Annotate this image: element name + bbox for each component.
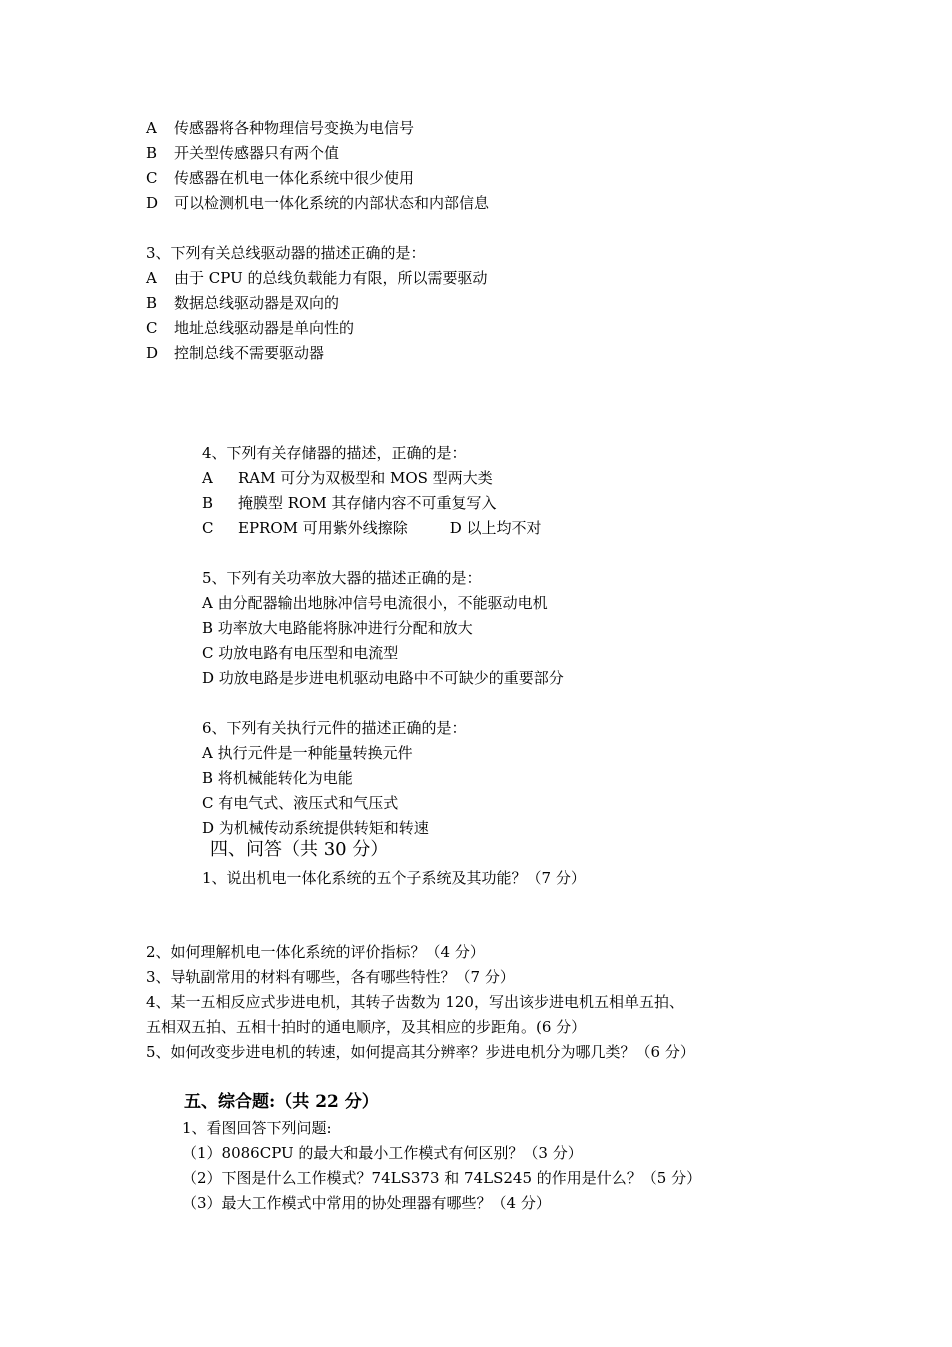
section-5-item-2: （2）下图是什么工作模式？74LS373 和 74LS245 的作用是什么？（5 分） <box>182 1169 702 1187</box>
q3-option-a <box>146 268 488 288</box>
option-label: A <box>146 119 157 137</box>
option-a <box>146 118 414 138</box>
section-5-item-1: （1）8086CPU 的最大和最小工作模式有何区别？（3 分） <box>182 1144 583 1162</box>
option-text: D 以上均不对 <box>449 519 542 537</box>
question-3-stem: 3、下列有关总线驱动器的描述正确的是： <box>146 244 426 262</box>
option-text: 地址总线驱动器是单向性的 <box>174 319 355 337</box>
option-label: D <box>146 344 159 362</box>
option-label: A <box>146 269 157 287</box>
option-text: 传感器在机电一体化系统中很少使用 <box>174 169 415 187</box>
option-text: 数据总线驱动器是双向的 <box>174 294 340 312</box>
section-4-question-5: 5、如何改变步进电机的转速，如何提高其分辨率？步进电机分为哪几类？（6 分） <box>146 1043 695 1061</box>
option-d <box>146 193 489 213</box>
section-4-question-1: 1、说出机电一体化系统的五个子系统及其功能？（7 分） <box>202 869 586 887</box>
q3-option-c <box>146 318 354 338</box>
option-text: 开关型传感器只有两个值 <box>174 144 340 162</box>
question-4-stem: 4、下列有关存储器的描述，正确的是： <box>202 444 467 462</box>
option-text: 传感器将各种物理信号变换为电信号 <box>174 119 415 137</box>
option-label: B <box>202 494 214 512</box>
question-5-stem: 5、下列有关功率放大器的描述正确的是： <box>202 569 482 587</box>
option-label: A <box>202 469 213 487</box>
section-4-question-4-line-2: 五相双五拍、五相十拍时的通电顺序，及其相应的步距角。(6 分） <box>146 1018 587 1036</box>
q5-option-d: D 功放电路是步进电机驱动电路中不可缺少的重要部分 <box>202 669 564 687</box>
option-text: 掩膜型 ROM 其存储内容不可重复写入 <box>238 494 497 512</box>
option-label: C <box>202 519 214 537</box>
q4-option-c <box>202 518 542 538</box>
option-c <box>146 168 414 188</box>
option-label: B <box>146 144 158 162</box>
section-4-question-2: 2、如何理解机电一体化系统的评价指标？（4 分） <box>146 943 485 961</box>
q5-option-a: A 由分配器输出地脉冲信号电流很小，不能驱动电机 <box>202 594 548 612</box>
section-5-heading: 五、综合题:（共 22 分） <box>184 1092 379 1112</box>
option-b <box>146 143 339 163</box>
option-text: RAM 可分为双极型和 MOS 型两大类 <box>238 469 493 487</box>
q6-option-a: A 执行元件是一种能量转换元件 <box>202 744 413 762</box>
option-label: D <box>146 194 159 212</box>
q3-option-b <box>146 293 339 313</box>
q4-option-b <box>202 493 497 513</box>
q5-option-c: C 功放电路有电压型和电流型 <box>202 644 399 662</box>
q6-option-b: B 将机械能转化为电能 <box>202 769 353 787</box>
q6-option-d: D 为机械传动系统提供转矩和转速 <box>202 819 429 837</box>
section-5-item-3: （3）最大工作模式中常用的协处理器有哪些？（4 分） <box>182 1194 551 1212</box>
q6-option-c: C 有电气式、液压式和气压式 <box>202 794 399 812</box>
section-4-heading: 四、问答（共 30 分） <box>210 839 389 860</box>
option-label: C <box>146 169 158 187</box>
option-text: 可以检测机电一体化系统的内部状态和内部信息 <box>174 194 490 212</box>
section-5-intro: 1、看图回答下列问题: <box>182 1119 332 1137</box>
option-label: B <box>146 294 158 312</box>
q4-option-a <box>202 468 493 488</box>
option-text: EPROM 可用紫外线擦除 <box>238 519 408 537</box>
q5-option-b: B 功率放大电路能将脉冲进行分配和放大 <box>202 619 473 637</box>
option-text: 控制总线不需要驱动器 <box>174 344 325 362</box>
q3-option-d <box>146 343 324 363</box>
section-4-question-3: 3、导轨副常用的材料有哪些，各有哪些特性？（7 分） <box>146 968 515 986</box>
option-text: 由于 CPU 的总线负载能力有限，所以需要驱动 <box>174 269 488 287</box>
question-6-stem: 6、下列有关执行元件的描述正确的是： <box>202 719 467 737</box>
section-4-question-4-line-1: 4、某一五相反应式步进电机，其转子齿数为 120，写出该步进电机五相单五拍、 <box>146 993 684 1011</box>
option-label: C <box>146 319 158 337</box>
